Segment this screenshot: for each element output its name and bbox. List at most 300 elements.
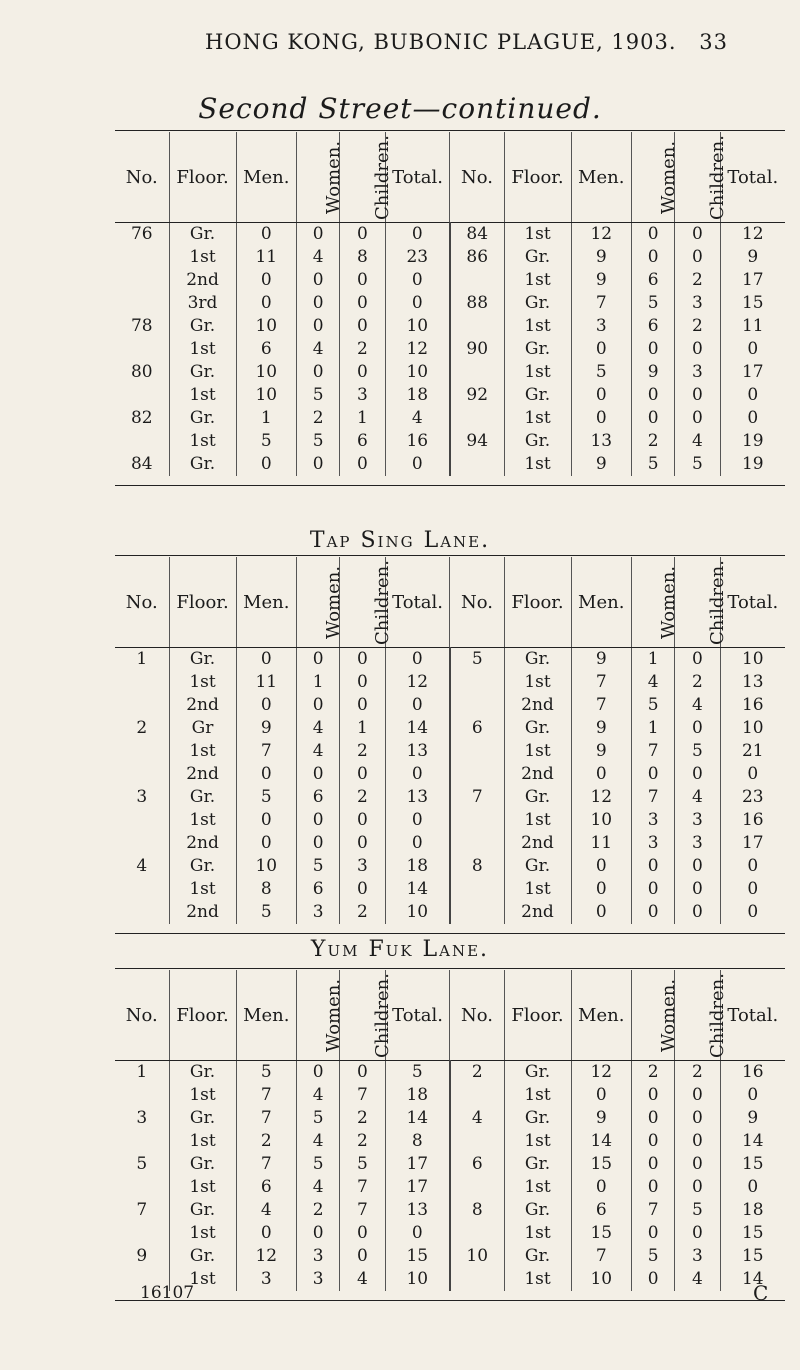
- column-header-men: [236, 970, 297, 1061]
- column-header-floor: [169, 970, 236, 1061]
- cell-total: 9: [720, 1107, 785, 1130]
- cell-total: 0: [385, 223, 450, 247]
- cell-no: [115, 809, 169, 832]
- cell-no: 92: [450, 384, 504, 407]
- cell-total: 10: [385, 361, 450, 384]
- cell-men: 9: [571, 1107, 632, 1130]
- table-row: [115, 786, 785, 809]
- cell-children: 5: [675, 1199, 720, 1222]
- cell-floor: 1st: [504, 809, 571, 832]
- cell-men: 0: [236, 292, 297, 315]
- cell-women: 6: [632, 269, 675, 292]
- cell-floor: 1st: [169, 246, 236, 269]
- table-row: [115, 1222, 785, 1245]
- table-row: [115, 1176, 785, 1199]
- cell-floor: 1st: [504, 223, 571, 247]
- cell-women: 0: [632, 1222, 675, 1245]
- cell-total: 21: [720, 740, 785, 763]
- cell-children: 0: [340, 809, 385, 832]
- cell-children: 3: [675, 1245, 720, 1268]
- table-row: [115, 292, 785, 315]
- cell-no: [450, 315, 504, 338]
- cell-floor: 1st: [504, 1176, 571, 1199]
- cell-no: [115, 671, 169, 694]
- cell-children: 0: [340, 832, 385, 855]
- page-number: 33: [699, 30, 728, 54]
- cell-no: [450, 832, 504, 855]
- cell-floor: 1st: [504, 407, 571, 430]
- cell-floor: Gr.: [504, 1061, 571, 1085]
- cell-men: 0: [571, 901, 632, 924]
- cell-children: 0: [340, 292, 385, 315]
- cell-floor: 2nd: [169, 901, 236, 924]
- table-row: [115, 855, 785, 878]
- cell-children: 0: [675, 384, 720, 407]
- column-header-total: [720, 970, 785, 1061]
- cell-women: 0: [297, 315, 340, 338]
- column-header-no: [115, 557, 169, 648]
- cell-children: 0: [675, 223, 720, 247]
- cell-no: 82: [130, 408, 153, 428]
- cell-floor: Gr.: [169, 855, 236, 878]
- cell-no: [450, 763, 504, 786]
- table-bottom-rule: [115, 1300, 785, 1301]
- cell-no: 7: [136, 1200, 148, 1220]
- cell-no: 3: [136, 787, 148, 807]
- cell-floor: 1st: [169, 1222, 236, 1245]
- cell-men: 15: [571, 1222, 632, 1245]
- cell-no: 10: [450, 1245, 504, 1268]
- column-header-label: Floor.: [176, 591, 229, 613]
- cell-total: 17: [720, 361, 785, 384]
- cell-floor: 1st: [169, 338, 236, 361]
- cell-men: 0: [571, 338, 632, 361]
- column-header-children: [340, 970, 394, 1061]
- cell-no: 6: [450, 1153, 504, 1176]
- column-header-label: Floor.: [511, 166, 564, 188]
- column-header-label: Children.: [707, 559, 729, 645]
- column-header-label: Children.: [707, 972, 729, 1058]
- table-row: [115, 901, 785, 924]
- cell-floor: Gr.: [504, 1199, 571, 1222]
- cell-no: 88: [450, 292, 504, 315]
- cell-no: 86: [450, 246, 504, 269]
- cell-total: 0: [720, 901, 785, 924]
- cell-men: 3: [236, 1268, 297, 1291]
- table-row: [115, 763, 785, 786]
- cell-floor: Gr.: [169, 1107, 236, 1130]
- cell-no: [115, 384, 169, 407]
- column-header-floor: [169, 557, 236, 648]
- cell-women: 0: [632, 878, 675, 901]
- cell-no: [450, 407, 504, 430]
- cell-women: 0: [632, 763, 675, 786]
- cell-total: 0: [385, 809, 450, 832]
- cell-no: [450, 269, 504, 292]
- cell-women: 3: [632, 832, 675, 855]
- cell-men: 14: [571, 1130, 632, 1153]
- cell-men: 2: [236, 1130, 297, 1153]
- cell-children: 0: [675, 1084, 720, 1107]
- column-header-no: [115, 132, 169, 223]
- cell-children: 0: [340, 453, 385, 476]
- column-header-total: [385, 557, 450, 648]
- cell-total: 10: [385, 1268, 450, 1291]
- cell-children: 0: [340, 763, 385, 786]
- cell-no: 5: [136, 1154, 148, 1174]
- cell-men: 15: [571, 1153, 632, 1176]
- cell-floor: Gr.: [504, 648, 571, 672]
- cell-children: 2: [675, 315, 720, 338]
- cell-women: 6: [297, 786, 340, 809]
- cell-men: 13: [571, 430, 632, 453]
- cell-children: 2: [340, 901, 385, 924]
- cell-women: 0: [632, 1176, 675, 1199]
- cell-no: [450, 671, 504, 694]
- cell-children: 7: [340, 1176, 385, 1199]
- table-row: [115, 1268, 785, 1291]
- cell-floor: Gr.: [169, 223, 236, 247]
- column-header-label: Total.: [392, 591, 443, 613]
- column-header-label: Floor.: [176, 1004, 229, 1026]
- cell-total: 15: [720, 1222, 785, 1245]
- cell-children: 5: [675, 740, 720, 763]
- cell-children: 2: [340, 1130, 385, 1153]
- cell-total: 18: [720, 1199, 785, 1222]
- cell-children: 5: [675, 453, 720, 476]
- cell-floor: 1st: [169, 1268, 236, 1291]
- cell-total: 10: [385, 901, 450, 924]
- cell-women: 0: [297, 763, 340, 786]
- cell-no: [450, 1130, 504, 1153]
- section-title: Yum Fuk Lane.: [310, 937, 490, 962]
- cell-floor: Gr.: [169, 315, 236, 338]
- cell-total: 12: [385, 671, 450, 694]
- column-header-label: Children.: [372, 134, 394, 220]
- cell-no: [450, 740, 504, 763]
- cell-men: 6: [236, 1176, 297, 1199]
- table-bottom-rule: [115, 485, 785, 486]
- table-row: [115, 453, 785, 476]
- cell-men: 7: [571, 671, 632, 694]
- cell-no: [115, 901, 169, 924]
- column-header-label: Total.: [727, 591, 779, 613]
- cell-men: 8: [236, 878, 297, 901]
- cell-men: 7: [236, 1107, 297, 1130]
- column-header-total: [385, 970, 450, 1061]
- cell-total: 0: [385, 648, 450, 672]
- cell-children: 4: [675, 430, 720, 453]
- cell-women: 4: [297, 740, 340, 763]
- cell-children: 0: [340, 878, 385, 901]
- cell-children: 1: [340, 717, 385, 740]
- cell-women: 0: [297, 223, 340, 247]
- print-code: 16107: [140, 1283, 195, 1303]
- cell-men: 6: [236, 338, 297, 361]
- column-header-total: [385, 132, 450, 223]
- column-header-label: Men.: [578, 1004, 625, 1026]
- cell-men: 7: [236, 1153, 297, 1176]
- column-header-men: [236, 557, 297, 648]
- cell-women: 1: [632, 648, 675, 672]
- column-header-women: [632, 132, 680, 223]
- cell-children: 4: [675, 786, 720, 809]
- cell-total: 4: [385, 407, 450, 430]
- cell-floor: 2nd: [504, 694, 571, 717]
- column-header-label: Women.: [323, 565, 345, 639]
- cell-no: [115, 1084, 169, 1107]
- cell-floor: 1st: [169, 809, 236, 832]
- cell-no: [450, 1084, 504, 1107]
- column-header-label: Total.: [727, 1004, 779, 1026]
- cell-no: [115, 292, 169, 315]
- cell-total: 8: [385, 1130, 450, 1153]
- cell-no: [115, 338, 169, 361]
- cell-children: 4: [675, 1268, 720, 1291]
- cell-floor: 1st: [169, 878, 236, 901]
- table-row: [115, 1107, 785, 1130]
- cell-children: 0: [340, 223, 385, 247]
- cell-total: 0: [385, 1222, 450, 1245]
- cell-no: [115, 694, 169, 717]
- column-header-label: Women.: [658, 565, 680, 639]
- column-header-label: Total.: [727, 166, 779, 188]
- cell-women: 5: [297, 384, 340, 407]
- table-row: [115, 269, 785, 292]
- cell-women: 0: [632, 1084, 675, 1107]
- cell-floor: Gr.: [504, 855, 571, 878]
- cell-floor: 1st: [169, 430, 236, 453]
- column-header-label: Floor.: [176, 166, 229, 188]
- cell-children: 3: [675, 832, 720, 855]
- column-header-men: [571, 132, 632, 223]
- cell-women: 5: [632, 694, 675, 717]
- cell-no: [450, 694, 504, 717]
- cell-children: 0: [340, 694, 385, 717]
- cell-no: 2: [450, 1061, 504, 1085]
- cell-floor: 2nd: [504, 763, 571, 786]
- cell-men: 9: [571, 453, 632, 476]
- column-header-women: [297, 557, 345, 648]
- cell-children: 5: [340, 1153, 385, 1176]
- cell-men: 5: [236, 1061, 297, 1085]
- cell-floor: 1st: [504, 1084, 571, 1107]
- cell-women: 6: [297, 878, 340, 901]
- cell-floor: 1st: [504, 453, 571, 476]
- cell-children: 0: [675, 763, 720, 786]
- cell-children: 0: [675, 1107, 720, 1130]
- cell-no: 9: [136, 1246, 148, 1266]
- census-table: [115, 557, 785, 924]
- cell-men: 0: [236, 269, 297, 292]
- cell-no: [115, 832, 169, 855]
- cell-floor: Gr.: [504, 292, 571, 315]
- cell-men: 7: [571, 292, 632, 315]
- table-row: [115, 717, 785, 740]
- cell-women: 4: [297, 717, 340, 740]
- column-header-label: Women.: [658, 978, 680, 1052]
- cell-women: 0: [632, 855, 675, 878]
- column-header-children: [675, 132, 729, 223]
- cell-children: 4: [340, 1268, 385, 1291]
- cell-children: 0: [675, 1176, 720, 1199]
- cell-no: [450, 1176, 504, 1199]
- cell-children: 3: [340, 855, 385, 878]
- cell-total: 17: [385, 1153, 450, 1176]
- cell-men: 0: [236, 763, 297, 786]
- cell-floor: 1st: [504, 1222, 571, 1245]
- cell-children: 0: [675, 1153, 720, 1176]
- cell-no: 1: [136, 649, 148, 669]
- cell-children: 0: [340, 361, 385, 384]
- cell-men: 5: [236, 901, 297, 924]
- cell-total: 0: [720, 338, 785, 361]
- cell-men: 0: [236, 1222, 297, 1245]
- column-header-no: [450, 970, 504, 1061]
- cell-floor: Gr.: [169, 1199, 236, 1222]
- cell-women: 5: [297, 430, 340, 453]
- table-row: [115, 223, 785, 247]
- cell-total: 10: [720, 648, 785, 672]
- cell-children: 2: [675, 269, 720, 292]
- cell-total: 17: [720, 832, 785, 855]
- cell-total: 12: [720, 223, 785, 247]
- cell-floor: 1st: [169, 740, 236, 763]
- cell-children: 4: [675, 694, 720, 717]
- cell-no: 4: [450, 1107, 504, 1130]
- cell-women: 4: [297, 1084, 340, 1107]
- cell-men: 6: [571, 1199, 632, 1222]
- table-row: [115, 1153, 785, 1176]
- cell-no: [115, 269, 169, 292]
- cell-no: [450, 809, 504, 832]
- column-header-floor: [169, 132, 236, 223]
- cell-total: 14: [720, 1268, 785, 1291]
- cell-floor: Gr.: [169, 648, 236, 672]
- cell-floor: Gr.: [504, 786, 571, 809]
- cell-no: [450, 453, 504, 476]
- cell-women: 0: [632, 1107, 675, 1130]
- table-row: [115, 1084, 785, 1107]
- column-header-label: Men.: [243, 166, 290, 188]
- cell-children: 3: [675, 361, 720, 384]
- cell-women: 3: [632, 809, 675, 832]
- cell-men: 10: [571, 1268, 632, 1291]
- table-row: [115, 1130, 785, 1153]
- cell-total: 23: [720, 786, 785, 809]
- cell-floor: Gr.: [504, 384, 571, 407]
- cell-women: 7: [632, 1199, 675, 1222]
- cell-no: [115, 1222, 169, 1245]
- cell-women: 0: [297, 1222, 340, 1245]
- cell-children: 0: [675, 407, 720, 430]
- cell-floor: 1st: [169, 671, 236, 694]
- table-row: [115, 1245, 785, 1268]
- table-row: [115, 384, 785, 407]
- cell-men: 10: [236, 384, 297, 407]
- cell-total: 0: [720, 878, 785, 901]
- cell-children: 7: [340, 1084, 385, 1107]
- cell-floor: Gr.: [169, 361, 236, 384]
- running-title: HONG KONG, BUBONIC PLAGUE, 1903.: [205, 30, 677, 54]
- column-header-children: [340, 132, 394, 223]
- cell-children: 6: [340, 430, 385, 453]
- cell-floor: 2nd: [169, 832, 236, 855]
- column-header-label: Floor.: [511, 591, 564, 613]
- column-header-no: [450, 132, 504, 223]
- cell-total: 0: [385, 832, 450, 855]
- cell-no: 90: [450, 338, 504, 361]
- cell-women: 0: [297, 648, 340, 672]
- cell-total: 23: [385, 246, 450, 269]
- cell-men: 12: [571, 786, 632, 809]
- cell-floor: Gr.: [504, 246, 571, 269]
- cell-men: 11: [236, 246, 297, 269]
- cell-men: 9: [571, 740, 632, 763]
- cell-children: 0: [675, 717, 720, 740]
- cell-children: 2: [675, 671, 720, 694]
- cell-floor: Gr.: [504, 1107, 571, 1130]
- cell-women: 1: [632, 717, 675, 740]
- section-title: Tap Sing Lane.: [309, 528, 491, 553]
- cell-women: 0: [632, 1153, 675, 1176]
- cell-floor: 1st: [504, 361, 571, 384]
- cell-women: 4: [297, 1130, 340, 1153]
- column-header-label: No.: [125, 166, 158, 188]
- cell-children: 0: [675, 1130, 720, 1153]
- cell-men: 3: [571, 315, 632, 338]
- cell-no: 84: [130, 454, 153, 474]
- table-row: [115, 694, 785, 717]
- cell-women: 3: [297, 1268, 340, 1291]
- signature-mark: C: [753, 1281, 769, 1305]
- cell-total: 5: [385, 1061, 450, 1085]
- table-bottom-rule: [115, 933, 785, 934]
- cell-total: 0: [385, 269, 450, 292]
- cell-floor: 1st: [504, 315, 571, 338]
- column-header-label: Children.: [372, 559, 394, 645]
- table-row: [115, 809, 785, 832]
- cell-women: 0: [632, 246, 675, 269]
- cell-women: 0: [632, 223, 675, 247]
- cell-floor: 2nd: [504, 901, 571, 924]
- cell-floor: 1st: [504, 269, 571, 292]
- cell-total: 11: [720, 315, 785, 338]
- column-header-floor: [504, 970, 571, 1061]
- column-header-floor: [504, 132, 571, 223]
- census-table: [115, 970, 785, 1291]
- cell-women: 4: [632, 671, 675, 694]
- cell-women: 0: [297, 809, 340, 832]
- cell-men: 0: [571, 1176, 632, 1199]
- cell-children: 1: [340, 407, 385, 430]
- cell-men: 5: [236, 430, 297, 453]
- column-header-total: [720, 557, 785, 648]
- cell-floor: Gr.: [169, 786, 236, 809]
- cell-total: 16: [720, 694, 785, 717]
- cell-men: 0: [236, 694, 297, 717]
- column-header-children: [675, 557, 729, 648]
- cell-men: 7: [571, 1245, 632, 1268]
- cell-total: 13: [385, 1199, 450, 1222]
- cell-floor: Gr.: [504, 717, 571, 740]
- cell-floor: Gr.: [504, 1153, 571, 1176]
- column-header-label: No.: [125, 1004, 158, 1026]
- column-header-label: Men.: [243, 1004, 290, 1026]
- cell-men: 0: [571, 407, 632, 430]
- cell-children: 2: [340, 786, 385, 809]
- cell-men: 9: [236, 717, 297, 740]
